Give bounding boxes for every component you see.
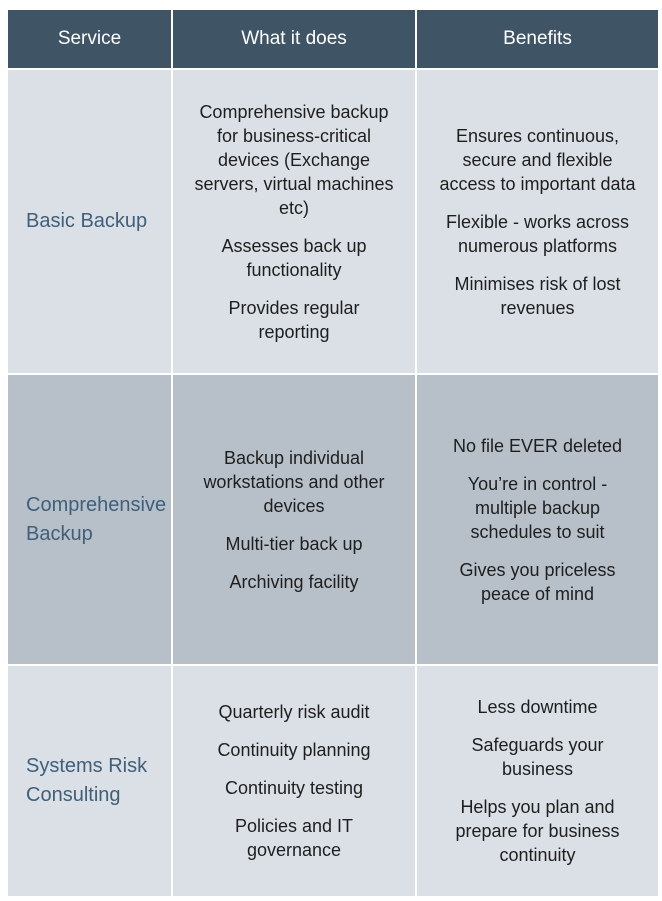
what-item: Backup individual workstations and other devices [203,447,385,516]
what-comprehensive-backup [173,375,415,664]
benefit-item: Minimises risk of lost revenues [454,273,621,318]
benefits-systems-risk-consulting [417,666,658,896]
what-item: Continuity testing [224,778,364,798]
what-systems-risk-consulting [173,666,415,896]
service-systems-risk-consulting [8,666,171,896]
service-comprehensive-backup [8,375,171,664]
header-what-it-does: What it does [173,10,415,68]
service-name: Systems Risk Consulting [26,755,148,806]
service-name: Comprehensive Backup [26,493,167,545]
what-item: Archiving facility [229,571,359,592]
benefits-basic-backup [417,70,658,373]
what-item: Provides regular reporting [228,297,360,342]
what-basic-backup [173,70,415,373]
benefit-item: Less downtime [477,697,598,717]
service-name: Basic Backup [26,210,148,232]
benefit-item: Helps you plan and prepare for business continuity [455,797,620,865]
benefit-item: No file EVER deleted [452,435,623,456]
what-item: Multi-tier back up [225,533,363,554]
what-item: Continuity planning [217,740,371,760]
what-item: Policies and IT governance [234,816,354,860]
benefit-item: Safeguards your business [471,735,604,779]
benefit-item: Gives you priceless peace of mind [459,559,616,604]
benefit-item: Flexible - works across numerous platforms [445,211,630,256]
benefits-comprehensive-backup [417,375,658,664]
benefit-item: Ensures continuous, secure and flexible access to important data [439,125,636,194]
what-item: Assesses back up functionality [221,235,367,280]
header-benefits: Benefits [417,10,658,68]
what-item: Quarterly risk audit [218,702,370,722]
services-table [8,10,654,890]
benefit-item: You’re in control - multiple backup schedules to suit [467,473,608,542]
header-service: Service [8,10,171,68]
what-item: Comprehensive backup for business-critical devices (Exchange servers, virtual machines etc) [194,101,394,218]
service-basic-backup [8,70,171,373]
